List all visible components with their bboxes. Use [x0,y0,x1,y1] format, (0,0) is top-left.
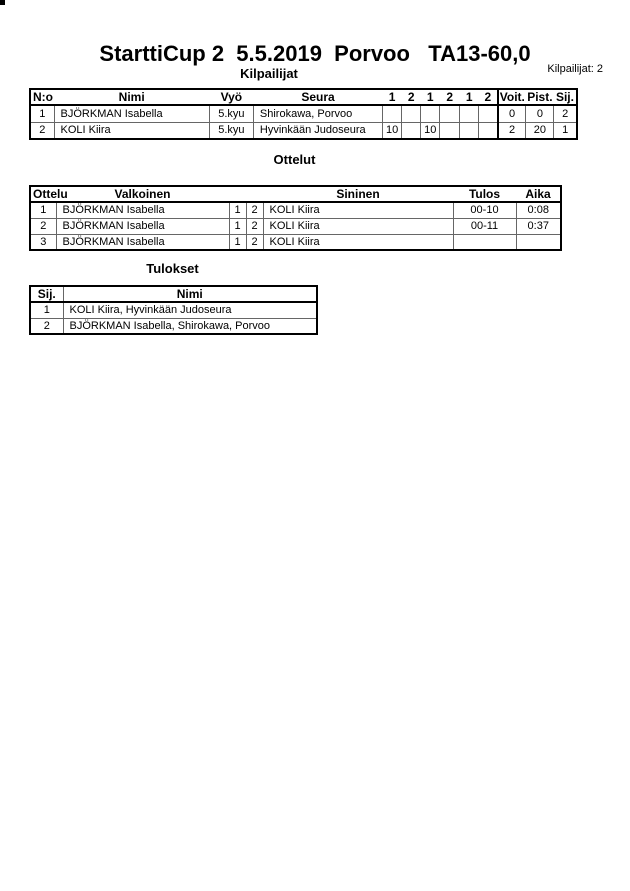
blue-player-number: 2 [246,218,263,234]
column-header-no: N:o [30,89,54,105]
page-title: StarttiCup 2 5.5.2019 Porvoo TA13-60,0 [99,41,531,66]
score-cell [440,122,460,139]
competitor-club: Hyvinkään Judoseura [253,122,382,139]
match-number: 3 [30,234,56,250]
result-name: BJÖRKMAN Isabella, Shirokawa, Porvoo [63,318,317,334]
result-row [30,318,317,334]
score-cell [460,105,479,122]
column-header-score-3: 1 [421,89,440,105]
results-table [29,285,318,335]
competitor-place: 2 [554,105,577,122]
column-header-score-4: 2 [440,89,460,105]
score-cell: 10 [383,122,402,139]
competitor-belt: 5.kyu [209,122,253,139]
match-time: 0:37 [516,218,561,234]
column-header-spacer [229,186,246,202]
matches-header-row [30,186,561,202]
match-row [30,202,561,218]
white-player-name: BJÖRKMAN Isabella [56,218,229,234]
match-time: 0:08 [516,202,561,218]
competitor-name: BJÖRKMAN Isabella [54,105,209,122]
blue-player-name: KOLI Kiira [263,202,453,218]
column-header-wins: Voit. [499,90,525,104]
score-cell: 10 [421,122,440,139]
section-heading-ottelut: Ottelut [273,152,316,167]
column-header-white: Valkoinen [56,186,229,202]
column-header-score-2: 2 [402,89,421,105]
score-cell [383,105,402,122]
match-result: 00-11 [453,218,516,234]
column-header-match: Ottelu [30,186,56,202]
column-header-score-1: 1 [383,89,402,105]
blue-player-number: 2 [246,202,263,218]
competitor-wins: 2 [498,122,526,139]
competitor-name: KOLI Kiira [54,122,209,139]
competitor-points: 20 [526,122,554,139]
white-player-number: 1 [229,234,246,250]
column-header-time: Aika [516,186,561,202]
competitor-points: 0 [526,105,554,122]
match-row [30,218,561,234]
section-heading-kilpailijat: Kilpailijat [240,66,298,81]
competitor-place: 1 [554,122,577,139]
match-result: 00-10 [453,202,516,218]
result-place: 2 [30,318,63,334]
column-header-result: Tulos [453,186,516,202]
score-cell [479,105,498,122]
white-player-number: 1 [229,202,246,218]
blue-player-name: KOLI Kiira [263,234,453,250]
matches-table [29,185,562,251]
column-header-place: Sij. [554,89,577,105]
competitor-wins: 0 [498,105,526,122]
result-place: 1 [30,302,63,318]
column-header-name: Nimi [54,89,209,105]
result-name: KOLI Kiira, Hyvinkään Judoseura [63,302,317,318]
page-corner-mark [0,0,5,5]
column-header-score-5: 1 [460,89,479,105]
results-header-row [30,286,317,302]
result-row [30,302,317,318]
column-header-points: Pist. [527,90,553,104]
column-header-club: Seura [253,89,382,105]
column-header-spacer [246,186,263,202]
score-cell [402,105,421,122]
score-cell [460,122,479,139]
score-cell [440,105,460,122]
competitor-belt: 5.kyu [209,105,253,122]
competitor-club: Shirokawa, Porvoo [253,105,382,122]
competitors-header-row [30,89,577,105]
score-cell [421,105,440,122]
column-header-name: Nimi [63,286,317,302]
score-cell [402,122,421,139]
column-header-belt: Vyö [209,89,253,105]
section-heading-tulokset: Tulokset [146,261,199,276]
score-cell [479,122,498,139]
blue-player-number: 2 [246,234,263,250]
white-player-number: 1 [229,218,246,234]
column-header-blue: Sininen [263,186,453,202]
competitor-count-label: Kilpailijat: 2 [547,63,603,75]
match-result [453,234,516,250]
match-time [516,234,561,250]
match-row [30,234,561,250]
competitor-number: 1 [30,105,54,122]
blue-player-name: KOLI Kiira [263,218,453,234]
match-number: 2 [30,218,56,234]
white-player-name: BJÖRKMAN Isabella [56,202,229,218]
match-number: 1 [30,202,56,218]
column-header-place: Sij. [30,286,63,302]
competitor-row [30,122,577,139]
competitor-number: 2 [30,122,54,139]
white-player-name: BJÖRKMAN Isabella [56,234,229,250]
column-header-score-6: 2 [479,89,498,105]
competitor-row [30,105,577,122]
competitors-table [29,88,578,140]
